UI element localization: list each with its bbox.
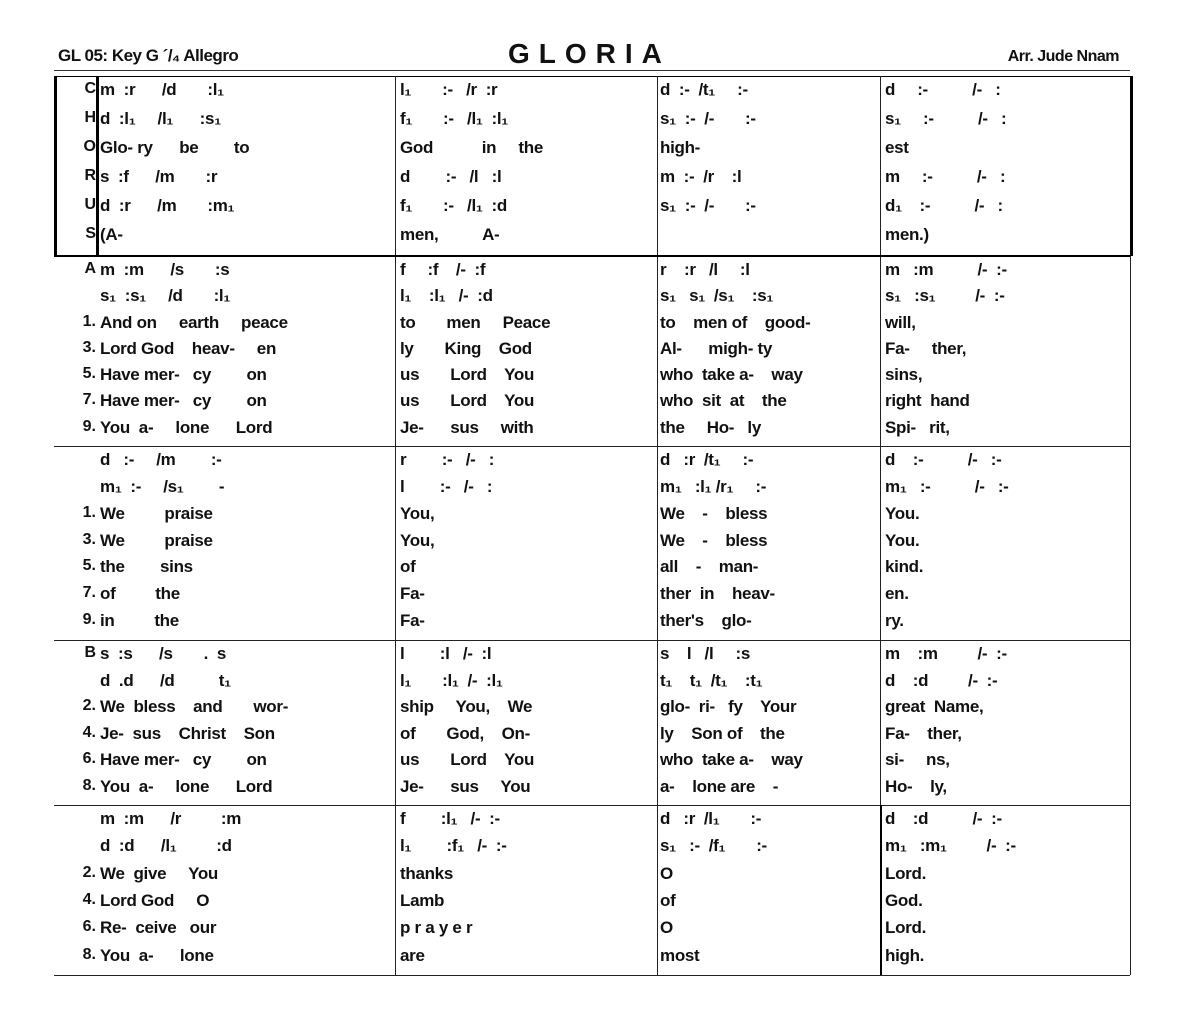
measure-cell: most xyxy=(660,945,700,965)
measure-cell: us Lord You xyxy=(400,365,535,385)
measure-cell: Have mer- cy on xyxy=(100,391,267,411)
measure-cell: Lord God O xyxy=(100,891,210,910)
measure-cell: high- xyxy=(660,138,701,157)
line-label: B xyxy=(84,644,96,661)
measure-cell: m :m /r :m xyxy=(100,809,242,828)
line-label: 8. xyxy=(82,776,96,794)
measure-cell: l₁ :f₁ /- :- xyxy=(400,836,507,856)
measure-cell: m :r /d :l₁ xyxy=(100,80,224,99)
line-label: A xyxy=(84,260,96,277)
measure-cell: We - bless xyxy=(660,503,768,523)
measure-cell: f₁ :- /l₁ :d xyxy=(400,196,507,215)
line-label: O xyxy=(83,138,96,155)
measure-cell: d :r /m :m₁ xyxy=(100,196,235,215)
measure-cell: f :l₁ /- :- xyxy=(400,809,500,828)
measure-cell: Spi- rit, xyxy=(885,417,950,437)
measure-cell: l :- /- : xyxy=(400,476,493,496)
bar-line xyxy=(657,640,658,805)
measure-cell: of the xyxy=(100,584,180,604)
measure-cell: Fa- ther, xyxy=(885,338,967,358)
bar-line xyxy=(395,256,396,446)
measure-cell: d :- /- : xyxy=(885,80,1001,99)
measure-cell: r :- /- : xyxy=(400,450,495,469)
measure-cell: m :m /s :s xyxy=(100,260,230,279)
measure-cell: You a- lone Lord xyxy=(100,776,273,796)
measure-cell: s l /l :s xyxy=(660,644,751,663)
measure-cell: are xyxy=(400,945,425,965)
bar-line xyxy=(395,446,396,640)
measure-cell: ther in heav- xyxy=(660,584,775,604)
measure-cell: d :d /l₁ :d xyxy=(100,836,232,856)
measure-cell: m :m /- :- xyxy=(885,644,1007,663)
measure-cell: We - bless xyxy=(660,530,768,550)
measure-cell: You a- lone xyxy=(100,945,214,965)
bar-line xyxy=(880,76,881,256)
measure-cell: O xyxy=(660,918,673,938)
bar-line xyxy=(1130,805,1131,975)
measure-cell: Je- sus with xyxy=(400,417,534,437)
measure-cell: You a- lone Lord xyxy=(100,417,273,437)
measure-cell: si- ns, xyxy=(885,750,950,769)
measure-cell: in the xyxy=(100,611,179,631)
measure-cell: d :- /t₁ :- xyxy=(660,80,748,99)
measure-cell: the sins xyxy=(100,557,193,577)
bar-line xyxy=(395,805,396,975)
measure-cell: God in the xyxy=(400,138,543,157)
measure-cell: of xyxy=(400,557,416,577)
measure-cell: Fa- ther, xyxy=(885,723,962,743)
bar-line xyxy=(1130,446,1131,640)
bar-line xyxy=(395,640,396,805)
measure-cell: to men of good- xyxy=(660,312,811,332)
measure-cell: Fa- xyxy=(400,584,425,604)
line-label: 9. xyxy=(82,417,96,435)
measure-cell: ship You, We xyxy=(400,697,533,716)
line-label: S xyxy=(85,225,96,242)
measure-cell: d :d /- :- xyxy=(885,670,998,690)
measure-cell: us Lord You xyxy=(400,750,535,769)
measure-cell: (A- xyxy=(100,225,123,244)
bar-line xyxy=(880,640,881,805)
measure-cell: glo- ri- fy Your xyxy=(660,697,797,716)
measure-cell: est xyxy=(885,138,909,157)
measure-cell: great Name, xyxy=(885,697,984,716)
measure-cell: m₁ :- /s₁ - xyxy=(100,476,225,496)
measure-cell: Fa- xyxy=(400,611,425,631)
measure-cell: l₁ :l₁ /- :d xyxy=(400,286,493,306)
line-label: 8. xyxy=(82,945,96,963)
bar-line xyxy=(1130,256,1131,446)
measure-cell: d :l₁ /l₁ :s₁ xyxy=(100,109,221,128)
measure-cell: s₁ s₁ /s₁ :s₁ xyxy=(660,286,774,306)
measure-cell: m₁ :m₁ /- :- xyxy=(885,836,1016,856)
line-label: C xyxy=(84,80,96,97)
line-label: U xyxy=(84,196,96,213)
measure-cell: Je- sus Christ Son xyxy=(100,723,275,743)
line-label: 3. xyxy=(82,338,96,356)
measure-cell: kind. xyxy=(885,557,924,577)
measure-cell: d .d /d t₁ xyxy=(100,670,231,690)
measure-cell: Have mer- cy on xyxy=(100,365,267,385)
measure-cell: You. xyxy=(885,503,920,523)
measure-cell: Je- sus You xyxy=(400,776,531,796)
measure-cell: d₁ :- /- : xyxy=(885,196,1003,215)
measure-cell: of xyxy=(660,891,676,910)
line-label: R xyxy=(84,167,96,184)
measure-cell: en. xyxy=(885,584,909,604)
line-label: 2. xyxy=(82,863,96,881)
bar-line xyxy=(880,256,881,446)
system-divider xyxy=(54,446,1130,447)
measure-cell: Have mer- cy on xyxy=(100,750,267,769)
measure-cell: t₁ t₁ /t₁ :t₁ xyxy=(660,670,763,690)
line-label: 4. xyxy=(82,891,96,908)
measure-cell: d :d /- :- xyxy=(885,809,1002,828)
line-label: 4. xyxy=(82,723,96,741)
line-label: 6. xyxy=(82,918,96,936)
measure-cell: ry. xyxy=(885,611,904,631)
measure-cell: And on earth peace xyxy=(100,312,288,332)
header-key-tempo: GL 05: Key G ´/₄ Allegro xyxy=(58,46,239,65)
measure-cell: Lamb xyxy=(400,891,445,910)
measure-cell: d :- /- :- xyxy=(885,450,1002,469)
measure-cell: who take a- way xyxy=(660,365,803,385)
measure-cell: We give You xyxy=(100,863,219,883)
bar-line xyxy=(657,76,658,256)
measure-cell: the Ho- ly xyxy=(660,417,761,437)
measure-cell: men.) xyxy=(885,225,929,244)
line-label: 5. xyxy=(82,557,96,575)
page-title: GLORIA xyxy=(508,38,671,69)
measure-cell: l₁ :l₁ /- :l₁ xyxy=(400,670,503,690)
bar-line xyxy=(1130,640,1131,805)
line-label: 6. xyxy=(82,750,96,767)
measure-cell: who sit at the xyxy=(660,391,787,411)
line-label: 3. xyxy=(82,530,96,548)
measure-cell: thanks xyxy=(400,863,453,883)
measure-cell: m₁ :l₁ /r₁ :- xyxy=(660,476,767,496)
measure-cell: l₁ :- /r :r xyxy=(400,80,498,99)
measure-cell: Lord God heav- en xyxy=(100,338,277,358)
measure-cell: m₁ :- /- :- xyxy=(885,476,1009,496)
system-divider xyxy=(54,640,1130,641)
measure-cell: Glo- ry be to xyxy=(100,138,250,157)
measure-cell: d :- /m :- xyxy=(100,450,222,469)
measure-cell: right hand xyxy=(885,391,970,411)
measure-cell: f :f /- :f xyxy=(400,260,486,279)
line-label: 7. xyxy=(82,584,96,602)
bar-line xyxy=(395,76,396,256)
measure-cell: who take a- way xyxy=(660,750,803,769)
measure-cell: Ho- ly, xyxy=(885,776,947,796)
measure-cell: ly Son of the xyxy=(660,723,785,743)
bar-line xyxy=(880,446,881,640)
measure-cell: You, xyxy=(400,530,435,550)
measure-cell: You. xyxy=(885,530,920,550)
measure-cell: s₁ :- /- :- xyxy=(660,196,756,215)
measure-cell: s₁ :- /- : xyxy=(885,109,1007,128)
measure-cell: f₁ :- /l₁ :l₁ xyxy=(400,109,508,128)
bar-line xyxy=(880,805,882,975)
measure-cell: s₁ :- /f₁ :- xyxy=(660,836,767,856)
measure-cell: m :m /- :- xyxy=(885,260,1007,279)
bar-line xyxy=(657,256,658,446)
line-label: 1. xyxy=(82,312,96,330)
measure-cell: will, xyxy=(885,312,916,332)
chorus-box-bottom xyxy=(54,255,1130,257)
bottom-rule xyxy=(54,975,1130,976)
measure-cell: all - man- xyxy=(660,557,759,577)
measure-cell: s₁ :s₁ /- :- xyxy=(885,286,1005,306)
bar-line xyxy=(96,76,99,256)
system-divider xyxy=(54,76,1130,77)
system-divider xyxy=(54,805,1130,806)
measure-cell: ly King God xyxy=(400,338,532,358)
measure-cell: You, xyxy=(400,503,435,523)
measure-cell: We bless and wor- xyxy=(100,697,289,716)
arranger-credit: Arr. Jude Nnam xyxy=(1007,48,1119,65)
measure-cell: r :r /l :l xyxy=(660,260,750,279)
measure-cell: s₁ :- /- :- xyxy=(660,109,756,128)
measure-cell: We praise xyxy=(100,503,213,523)
measure-cell: s :s /s . s xyxy=(100,644,227,663)
measure-cell: s₁ :s₁ /d :l₁ xyxy=(100,286,231,306)
measure-cell: sins, xyxy=(885,365,923,385)
measure-cell: to men Peace xyxy=(400,312,551,332)
bar-line xyxy=(1130,76,1133,256)
measure-cell: Re- ceive our xyxy=(100,918,217,938)
measure-cell: ther's glo- xyxy=(660,611,752,631)
bar-line xyxy=(657,805,658,975)
measure-cell: Al- migh- ty xyxy=(660,338,773,358)
measure-cell: Lord. xyxy=(885,863,926,883)
measure-cell: s :f /m :r xyxy=(100,167,218,186)
measure-cell: We praise xyxy=(100,530,213,550)
line-label: 7. xyxy=(82,391,96,409)
line-label: 5. xyxy=(82,365,96,383)
line-label: H xyxy=(84,109,96,126)
line-label: 9. xyxy=(82,611,96,629)
measure-cell: of God, On- xyxy=(400,723,530,743)
measure-cell: O xyxy=(660,863,673,883)
measure-cell: high. xyxy=(885,945,925,965)
measure-cell: d :r /l₁ :- xyxy=(660,809,762,828)
measure-cell: God. xyxy=(885,891,923,910)
measure-cell: us Lord You xyxy=(400,391,535,411)
bar-line xyxy=(657,446,658,640)
measure-cell: m :- /r :l xyxy=(660,167,742,186)
measure-cell: a- lone are - xyxy=(660,776,779,796)
measure-cell: d :- /l :l xyxy=(400,167,502,186)
measure-cell: l :l /- :l xyxy=(400,644,492,663)
line-label: 2. xyxy=(82,697,96,714)
chorus-box-left xyxy=(54,76,57,256)
measure-cell: p r a y e r xyxy=(400,918,473,938)
measure-cell: d :r /t₁ :- xyxy=(660,450,754,469)
measure-cell: men, A- xyxy=(400,225,500,244)
line-label: 1. xyxy=(82,503,96,521)
measure-cell: m :- /- : xyxy=(885,167,1006,186)
measure-cell: Lord. xyxy=(885,918,926,938)
